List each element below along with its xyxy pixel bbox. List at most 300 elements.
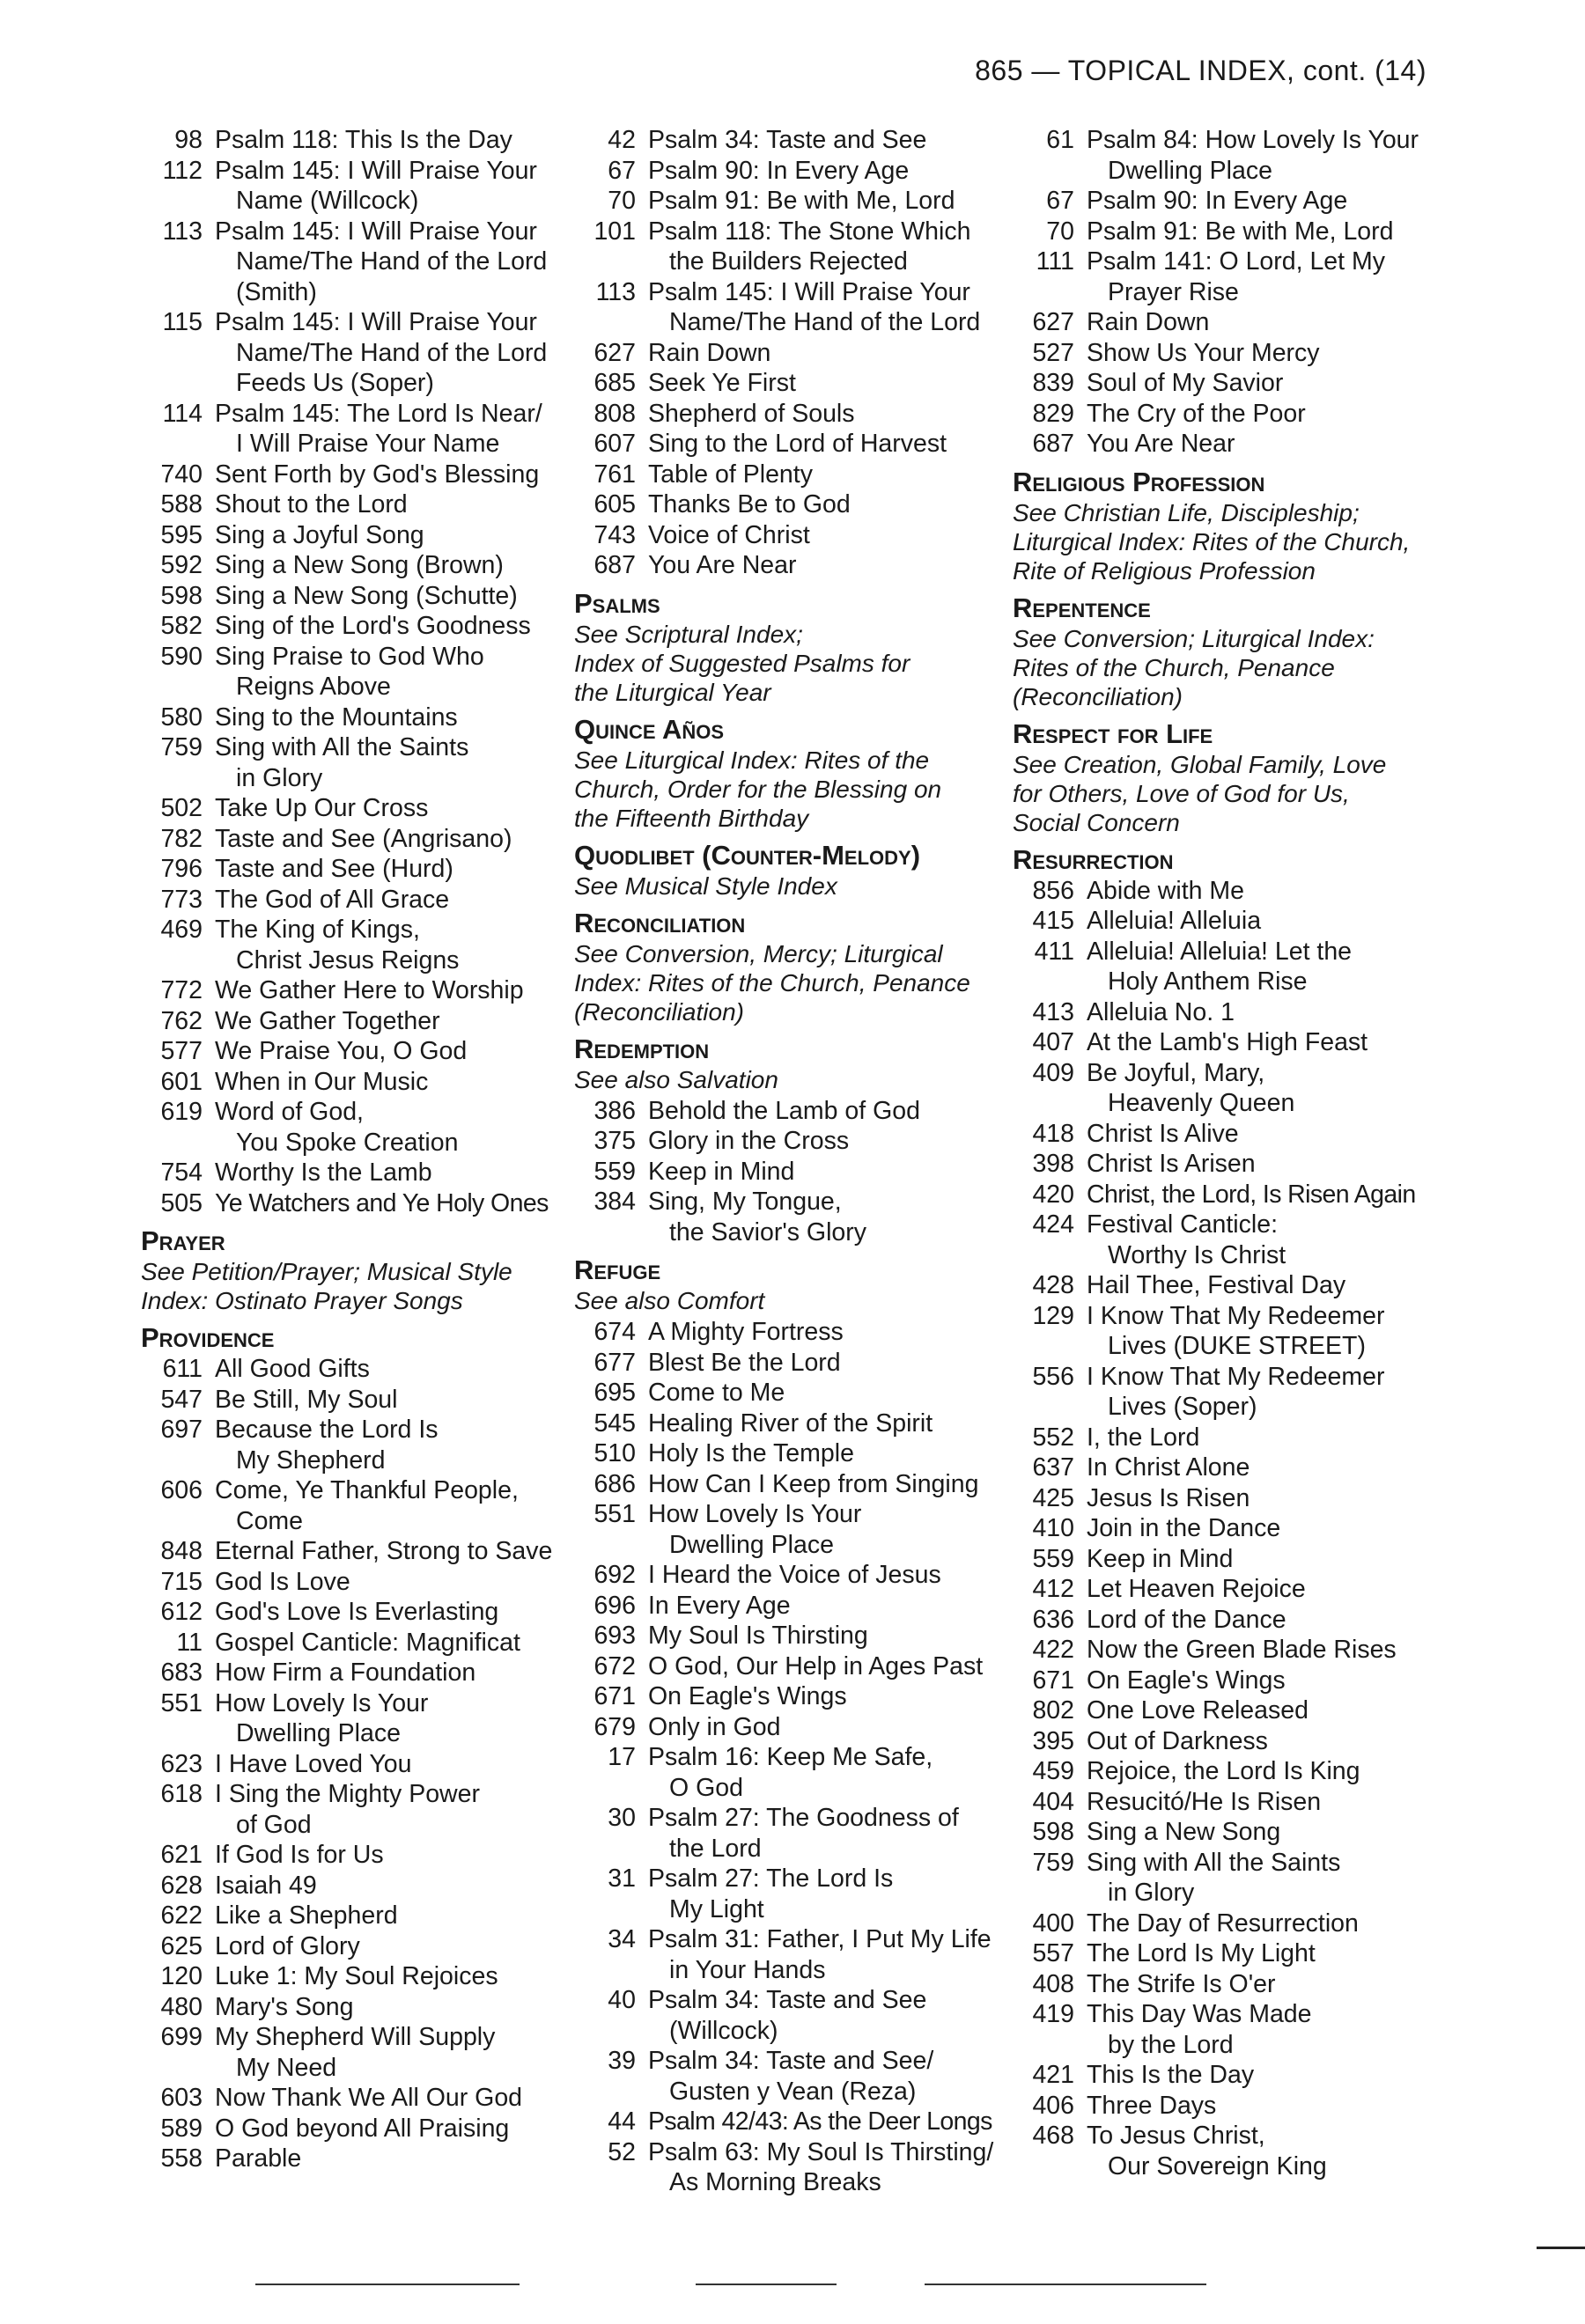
hymn-title: Psalm 31: Father, I Put My Life	[648, 1925, 992, 1953]
hymn-title: Sing a New Song	[1087, 1818, 1281, 1846]
hymn-title: Word of God,	[215, 1098, 364, 1126]
index-entry	[1013, 1938, 1453, 1969]
hymn-number: 595	[160, 520, 203, 549]
hymn-number: 695	[593, 1379, 636, 1407]
index-entry	[574, 1126, 997, 1157]
hymn-title: Psalm 91: Be with Me, Lord	[1087, 217, 1394, 246]
index-entry	[574, 1317, 997, 1348]
hymn-number: 685	[593, 369, 636, 397]
hymn-number: 618	[160, 1780, 203, 1808]
hymn-title: At the Lamb's High Feast	[1087, 1028, 1368, 1056]
index-entry	[141, 1779, 564, 1840]
hymn-title: Christ Is Arisen	[1087, 1150, 1256, 1178]
index-entry	[1013, 1574, 1453, 1605]
hymn-title: Worthy Is the Lamb	[215, 1158, 432, 1187]
hymn-title-continuation: My Need	[236, 2053, 337, 2082]
hymn-number: 398	[1032, 1150, 1074, 1178]
index-entry	[1013, 399, 1453, 430]
cross-reference-line: (Reconciliation)	[574, 997, 744, 1026]
index-entry	[574, 1560, 997, 1591]
hymn-title: One Love Released	[1087, 1696, 1309, 1725]
hymn-title: Psalm 118: This Is the Day	[215, 126, 512, 154]
hymn-number: 603	[160, 2084, 203, 2112]
index-entry	[574, 429, 997, 460]
hymn-title: Three Days	[1087, 2091, 1217, 2120]
hymn-number: 551	[593, 1500, 636, 1528]
hymn-number: 592	[160, 551, 203, 579]
hymn-number: 619	[160, 1098, 203, 1126]
hymn-title: This Day Was Made	[1087, 2000, 1312, 2028]
cross-reference-note	[574, 872, 997, 901]
hymn-title: Rain Down	[648, 338, 771, 367]
index-entry	[141, 1840, 564, 1871]
index-column-1	[141, 125, 564, 2174]
index-entry	[1013, 1027, 1453, 1058]
hymn-number: 559	[1032, 1544, 1074, 1573]
index-entry	[141, 2022, 564, 2083]
hymn-title: All Good Gifts	[215, 1355, 370, 1383]
hymn-title: Gospel Canticle: Magnificat	[215, 1628, 520, 1657]
hymn-number: 459	[1032, 1757, 1074, 1785]
cross-reference-line: Index of Suggested Psalms for	[574, 649, 910, 677]
hymn-number: 762	[160, 1006, 203, 1035]
hymn-title: Let Heaven Rejoice	[1087, 1575, 1306, 1603]
hymn-title-continuation: Worthy Is Christ	[1108, 1240, 1286, 1269]
hymn-title: Come to Me	[648, 1379, 785, 1407]
cross-reference-line: See also Comfort	[574, 1287, 765, 1314]
index-entry	[141, 732, 564, 793]
index-entry	[141, 1688, 564, 1749]
topic-heading: Redemption	[574, 1033, 710, 1064]
hymn-title-continuation: Our Sovereign King	[1108, 2151, 1327, 2181]
index-entry	[141, 2114, 564, 2144]
index-entry	[1013, 1423, 1453, 1453]
hymn-number: 113	[595, 277, 636, 306]
index-entry	[574, 399, 997, 430]
hymn-number: 556	[1032, 1362, 1074, 1391]
hymn-title-continuation: Feeds Us (Soper)	[236, 369, 434, 397]
hymn-number: 115	[162, 308, 203, 336]
hymn-title: Show Us Your Mercy	[1087, 338, 1320, 367]
hymn-number: 754	[160, 1158, 203, 1187]
hymn-title: Healing River of the Spirit	[648, 1408, 933, 1438]
hymn-title: Jesus Is Risen	[1087, 1483, 1250, 1512]
hymn-number: 612	[160, 1598, 203, 1626]
hymn-title: The King of Kings,	[215, 916, 420, 944]
hymn-number: 400	[1032, 1908, 1074, 1938]
hymn-number: 30	[608, 1804, 636, 1832]
hymn-number: 839	[1032, 369, 1074, 397]
index-entry	[141, 975, 564, 1006]
cross-reference-note	[141, 1257, 564, 1315]
index-entry	[574, 1712, 997, 1743]
hymn-title: On Eagle's Wings	[1087, 1666, 1286, 1695]
hymn-title: Christ, the Lord, Is Risen Again	[1087, 1180, 1416, 1209]
hymn-number: 577	[160, 1037, 203, 1065]
hymn-number: 715	[160, 1567, 203, 1596]
index-entry	[574, 156, 997, 187]
cross-reference-line: the Fifteenth Birthday	[574, 804, 809, 832]
hymn-title: Only in God	[648, 1712, 781, 1741]
hymn-number: 406	[1032, 2091, 1074, 2120]
hymn-number: 384	[593, 1188, 636, 1216]
topic-heading: Prayer	[141, 1225, 225, 1256]
index-entry	[1013, 1999, 1453, 2060]
index-entry	[141, 1188, 564, 1219]
hymn-title: Rain Down	[1087, 308, 1210, 336]
index-entry	[574, 1621, 997, 1651]
topic-heading: Quodlibet (Counter-Melody)	[574, 839, 921, 871]
hymn-number: 510	[593, 1439, 636, 1467]
hymn-title: Psalm 145: I Will Praise Your	[215, 156, 537, 185]
index-entry	[1013, 876, 1453, 907]
hymn-number: 796	[160, 855, 203, 883]
hymn-title-continuation: the Savior's Glory	[669, 1217, 867, 1247]
index-entry	[141, 2083, 564, 2114]
index-entry	[141, 854, 564, 885]
hymn-number: 582	[160, 612, 203, 640]
index-entry	[1013, 1270, 1453, 1301]
hymn-number: 552	[1032, 1423, 1074, 1452]
hymn-title: Voice of Christ	[648, 520, 810, 549]
topic-heading: Reconciliation	[574, 907, 746, 938]
index-entry	[141, 399, 564, 460]
index-entry	[574, 2046, 997, 2107]
hymn-number: 52	[608, 2137, 636, 2166]
hymn-number: 42	[608, 126, 636, 154]
hymn-title-continuation: of God	[236, 1810, 312, 1839]
index-entry	[141, 2144, 564, 2174]
hymn-number: 114	[162, 399, 203, 428]
index-entry	[574, 2107, 997, 2137]
hymn-title: Sing of the Lord's Goodness	[215, 612, 531, 640]
index-entry	[574, 1499, 997, 1560]
index-entry	[1013, 1666, 1453, 1696]
hymn-number: 677	[593, 1348, 636, 1377]
index-entry	[141, 520, 564, 551]
index-entry	[1013, 217, 1453, 247]
index-entry	[141, 824, 564, 855]
hymn-title: Abide with Me	[1087, 876, 1245, 905]
hymn-title: Behold the Lamb of God	[648, 1096, 920, 1125]
index-entry	[141, 125, 564, 156]
hymn-title: Seek Ye First	[648, 369, 796, 397]
index-entry	[1013, 1058, 1453, 1119]
index-entry	[141, 489, 564, 520]
hymn-title: I, the Lord	[1087, 1423, 1200, 1452]
hymn-title: Alleluia! Alleluia! Let the	[1087, 937, 1353, 966]
index-entry	[141, 885, 564, 916]
hymn-title-continuation: Reigns Above	[236, 673, 391, 701]
cross-reference-line: See Christian Life, Discipleship;	[1013, 498, 1360, 526]
hymn-title: Psalm 145: I Will Praise Your	[648, 277, 970, 306]
hymn-title: I Sing the Mighty Power	[215, 1780, 480, 1808]
index-entry	[1013, 1908, 1453, 1939]
index-entry	[141, 217, 564, 308]
hymn-title: My Soul Is Thirsting	[648, 1622, 868, 1650]
hymn-title: Parable	[215, 2144, 302, 2173]
hymn-title: The Day of Resurrection	[1087, 1908, 1359, 1938]
index-entry	[574, 125, 997, 156]
hymn-title-continuation: in Your Hands	[669, 1955, 826, 1984]
hymn-number: 671	[593, 1682, 636, 1710]
cross-reference-line: See Conversion, Mercy; Liturgical	[574, 939, 943, 967]
hymn-title-continuation: Holy Anthem Rise	[1108, 967, 1308, 996]
cross-reference-line: (Reconciliation)	[1013, 682, 1183, 710]
index-entry	[141, 1992, 564, 2023]
index-entry	[141, 1749, 564, 1780]
cross-reference-note	[574, 620, 997, 707]
hymn-title-continuation: Come	[236, 1506, 304, 1535]
hymn-title: Taste and See (Hurd)	[215, 855, 453, 883]
hymn-title: Shepherd of Souls	[648, 399, 855, 428]
hymn-title: Alleluia! Alleluia	[1087, 907, 1262, 935]
hymn-title: Blest Be the Lord	[648, 1348, 841, 1377]
index-entry	[141, 307, 564, 399]
footer-rule	[696, 2284, 837, 2285]
index-entry	[1013, 1513, 1453, 1544]
hymn-title-continuation: My Shepherd	[236, 1445, 386, 1475]
cross-reference-note	[574, 1286, 997, 1315]
index-entry	[574, 460, 997, 490]
hymn-number: 743	[593, 520, 636, 549]
index-entry	[141, 550, 564, 581]
hymn-number: 407	[1032, 1028, 1074, 1056]
index-entry	[141, 1158, 564, 1188]
hymn-title-continuation: Gusten y Vean (Reza)	[669, 2077, 917, 2106]
index-entry	[574, 1157, 997, 1188]
hymn-title: Be Joyful, Mary,	[1087, 1058, 1265, 1087]
index-entry	[574, 1348, 997, 1379]
index-entry	[141, 1871, 564, 1901]
hymn-number: 696	[593, 1591, 636, 1620]
hymn-title: A Mighty Fortress	[648, 1318, 844, 1346]
hymn-number: 559	[593, 1157, 636, 1186]
hymn-title: We Praise You, O God	[215, 1037, 468, 1065]
cross-reference-line: Index: Ostinato Prayer Songs	[141, 1287, 463, 1314]
hymn-title-continuation: Lives (Soper)	[1108, 1393, 1257, 1421]
cross-reference-line: See Musical Style Index	[574, 872, 837, 900]
index-entry	[574, 550, 997, 581]
index-entry	[1013, 1544, 1453, 1575]
cross-reference-line: for Others, Love of God for Us,	[1013, 779, 1350, 807]
index-entry	[574, 368, 997, 399]
hymn-number: 415	[1032, 907, 1074, 935]
hymn-number: 420	[1032, 1180, 1074, 1209]
hymn-number: 419	[1032, 2000, 1074, 2028]
hymn-number: 469	[160, 916, 203, 944]
index-entry	[141, 1006, 564, 1037]
hymn-title: Psalm 27: The Lord Is	[648, 1864, 894, 1893]
hymn-number: 39	[608, 2047, 636, 2075]
hymn-title-continuation: in Glory	[1108, 1879, 1195, 1907]
hymn-title: Sing with All the Saints	[215, 733, 469, 761]
hymn-title-continuation: the Builders Rejected	[669, 247, 908, 276]
hymn-title: How Firm a Foundation	[215, 1658, 476, 1687]
hymn-number: 740	[160, 460, 203, 489]
hymn-number: 428	[1032, 1271, 1074, 1299]
cross-reference-note	[1013, 750, 1453, 837]
index-entry	[1013, 1149, 1453, 1180]
hymn-number: 607	[593, 430, 636, 458]
cross-reference-line: See Creation, Global Family, Love	[1013, 750, 1387, 778]
cross-reference-line: See Petition/Prayer; Musical Style	[141, 1258, 512, 1285]
hymn-number: 98	[174, 126, 203, 154]
cross-reference-line: See Scriptural Index;	[574, 620, 803, 648]
index-entry	[1013, 368, 1453, 399]
hymn-title: Festival Canticle:	[1087, 1210, 1278, 1239]
index-entry	[141, 1475, 564, 1536]
hymn-title: O God beyond All Praising	[215, 2114, 510, 2143]
index-entry	[141, 1628, 564, 1658]
index-entry	[141, 1067, 564, 1098]
hymn-title: Psalm 145: I Will Praise Your	[215, 217, 537, 246]
hymn-number: 772	[160, 976, 203, 1004]
index-entry	[1013, 1301, 1453, 1362]
index-entry	[574, 1742, 997, 1803]
cross-reference-note	[574, 939, 997, 1026]
hymn-title: Psalm 16: Keep Me Safe,	[648, 1743, 933, 1771]
hymn-number: 848	[160, 1537, 203, 1565]
hymn-number: 687	[593, 551, 636, 579]
hymn-number: 101	[593, 217, 636, 246]
hymn-title: The Cry of the Poor	[1087, 399, 1306, 428]
index-entry	[1013, 429, 1453, 460]
hymn-number: 623	[160, 1749, 203, 1778]
hymn-number: 404	[1032, 1787, 1074, 1816]
hymn-title-continuation: in Glory	[236, 763, 323, 792]
hymn-number: 413	[1032, 997, 1074, 1026]
hymn-number: 601	[160, 1067, 203, 1096]
hymn-title: Keep in Mind	[1087, 1544, 1234, 1573]
hymn-title-continuation: O God	[669, 1773, 743, 1802]
index-entry	[1013, 1119, 1453, 1150]
cross-reference-note	[574, 1065, 997, 1094]
cross-reference-line: See Liturgical Index: Rites of the	[574, 746, 930, 774]
hymn-number: 375	[593, 1127, 636, 1155]
index-entry	[1013, 1726, 1453, 1757]
hymn-number: 558	[160, 2144, 203, 2173]
hymn-title: Sent Forth by God's Blessing	[215, 460, 540, 489]
hymn-number: 120	[160, 1962, 203, 1990]
hymn-title: Taste and See (Angrisano)	[215, 824, 512, 853]
hymn-title: God's Love Is Everlasting	[215, 1598, 499, 1626]
topic-heading: Repentence	[1013, 592, 1151, 623]
hymn-number: 40	[608, 1986, 636, 2014]
hymn-title: Soul of My Savior	[1087, 369, 1284, 397]
hymn-number: 421	[1032, 2061, 1074, 2089]
index-entry	[141, 1931, 564, 1962]
hymn-title: You Are Near	[1087, 430, 1235, 458]
index-entry	[1013, 1756, 1453, 1787]
hymn-number: 129	[1032, 1301, 1074, 1330]
index-entry	[574, 1378, 997, 1408]
hymn-title: In Every Age	[648, 1591, 791, 1620]
index-entry	[1013, 1452, 1453, 1483]
index-entry	[1013, 246, 1453, 307]
cross-reference-line: the Liturgical Year	[574, 678, 771, 706]
hymn-title-continuation: Prayer Rise	[1108, 277, 1239, 306]
hymn-number: 621	[160, 1841, 203, 1869]
cross-reference-line: Index: Rites of the Church, Penance	[574, 968, 970, 997]
hymn-number: 808	[593, 399, 636, 428]
index-entry	[1013, 1362, 1453, 1423]
hymn-number: 588	[160, 490, 203, 518]
hymn-number: 502	[160, 794, 203, 822]
cross-reference-line: See also Salvation	[574, 1065, 778, 1093]
hymn-title: Psalm 63: My Soul Is Thirsting/	[648, 2137, 994, 2166]
index-entry	[141, 702, 564, 733]
cross-reference-line: Rite of Religious Profession	[1013, 556, 1316, 585]
index-entry	[141, 1385, 564, 1416]
index-entry	[141, 156, 564, 217]
hymn-number: 627	[1032, 308, 1074, 336]
topic-heading: Refuge	[574, 1254, 661, 1285]
index-entry	[574, 1408, 997, 1439]
index-entry	[1013, 1605, 1453, 1636]
hymn-number: 31	[608, 1864, 636, 1893]
hymn-number: 598	[1032, 1818, 1074, 1846]
hymn-title: I Know That My Redeemer	[1087, 1362, 1385, 1391]
index-entry	[141, 915, 564, 975]
hymn-title: Isaiah 49	[215, 1871, 317, 1900]
cross-reference-line: Church, Order for the Blessing on	[574, 775, 942, 803]
cross-reference-line: Rites of the Church, Penance	[1013, 653, 1335, 681]
hymn-number: 422	[1032, 1636, 1074, 1664]
index-column-3	[1013, 125, 1453, 2181]
hymn-title: Out of Darkness	[1087, 1726, 1268, 1755]
hymn-title: Join in the Dance	[1087, 1514, 1281, 1542]
hymn-number: 547	[160, 1385, 203, 1414]
hymn-number: 598	[160, 581, 203, 610]
hymn-number: 34	[608, 1925, 636, 1953]
hymn-title-continuation: Name (Willcock)	[236, 187, 419, 215]
hymn-title-continuation: by the Lord	[1108, 2030, 1234, 2059]
hymn-title: Rejoice, the Lord Is King	[1087, 1757, 1360, 1785]
hymn-title-continuation: (Willcock)	[669, 2016, 778, 2045]
hymn-number: 674	[593, 1318, 636, 1346]
hymn-title: In Christ Alone	[1087, 1453, 1250, 1482]
hymn-number: 606	[160, 1476, 203, 1504]
hymn-number: 61	[1046, 126, 1074, 154]
hymn-title: Sing Praise to God Who	[215, 642, 484, 671]
footer-rule	[255, 2284, 520, 2285]
cross-reference-note	[1013, 624, 1453, 711]
hymn-title: Psalm 42/43: As the Deer Longs	[648, 2107, 992, 2136]
hymn-number: 697	[160, 1416, 203, 1444]
page-header: 865 — TOPICAL INDEX, cont. (14)	[975, 55, 1426, 86]
index-entry	[1013, 1695, 1453, 1726]
index-column-2	[574, 125, 997, 2198]
hymn-title: How Lovely Is Your	[648, 1500, 862, 1528]
hymn-title: You Are Near	[648, 551, 797, 579]
hymn-title: God Is Love	[215, 1567, 350, 1596]
hymn-title-continuation: You Spoke Creation	[236, 1128, 459, 1157]
hymn-number: 686	[593, 1469, 636, 1498]
hymn-title-continuation: I Will Praise Your Name	[236, 430, 500, 458]
hymn-title: The Strife Is O'er	[1087, 1969, 1276, 1998]
hymn-title: Holy Is the Temple	[648, 1439, 854, 1467]
hymn-title-continuation: Name/The Hand of the Lord	[669, 308, 981, 336]
index-entry	[574, 217, 997, 277]
hymn-title: Psalm 34: Taste and See/	[648, 2047, 934, 2075]
hymn-title: To Jesus Christ,	[1087, 2122, 1265, 2150]
hymn-number: 802	[1032, 1696, 1074, 1725]
index-entry	[141, 460, 564, 490]
hymn-number: 527	[1032, 338, 1074, 367]
hymn-title: Psalm 91: Be with Me, Lord	[648, 187, 955, 215]
hymn-title: I Have Loved You	[215, 1749, 412, 1778]
